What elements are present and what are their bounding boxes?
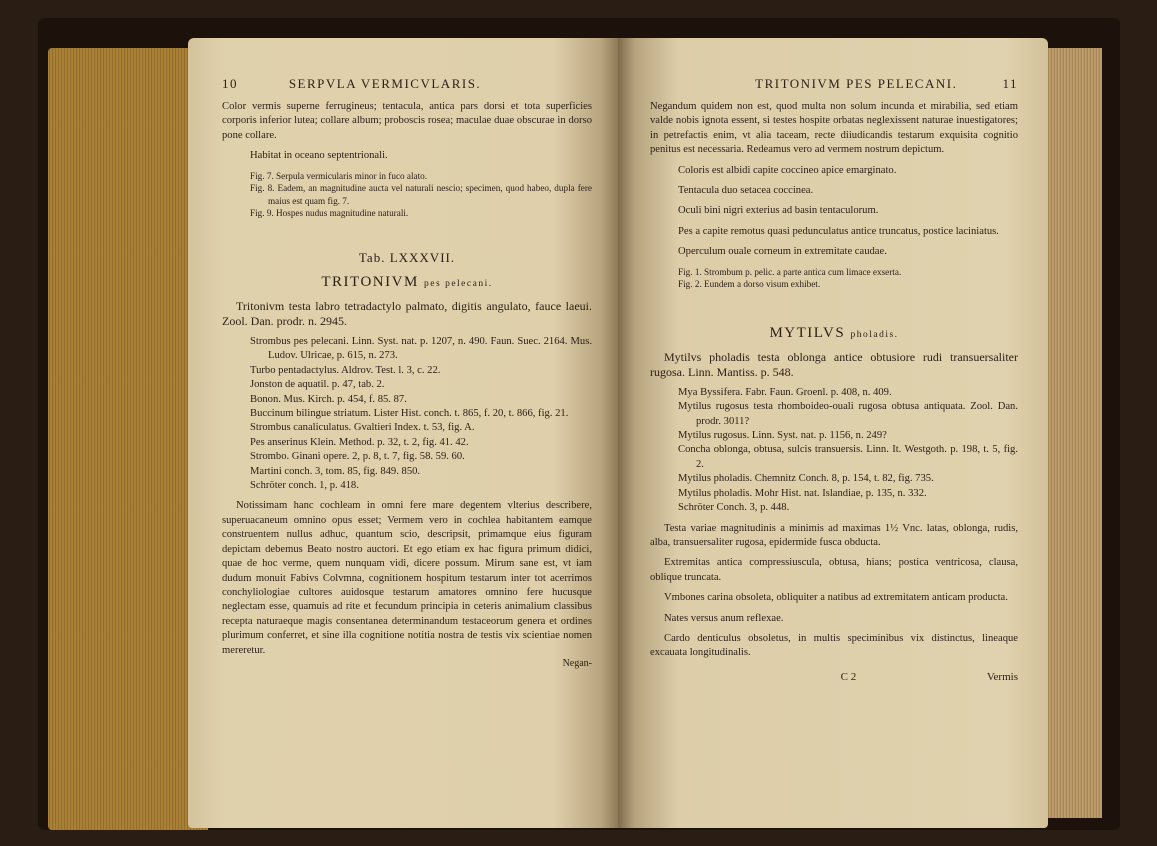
description-item: Operculum ouale corneum in extremitate caudae. [678, 246, 887, 258]
page-footer [650, 671, 1018, 683]
synonym-entry: Schröter conch. 1, p. 418. [250, 480, 359, 492]
paragraph: Notissimam hanc cochleam in omni fere mare degentem vlterius describere, superuacaneum omnino opus esset; Vermem vero in cochlea habitantem eamque construentem nullus adhuc, quantum scio, descripsit, primamque eius figuram depictam debemus Beato nostro auctori. Et ego etiam ex hac figura primum didici, quae de hoc verme, quem nunquam vidi, dicere possum. Mirum sane est, vt iam dudum monuit Fabivs Colvmna, cognitionem hospitum testarum inter tot acerrimos conchyliologiae cultores auidosque testarum amatores omnino fere hucusque neglectam esse, quamuis ad rite et fecundum principia in ceteris animalium classibus recepta naturaeque magis consentanea determinandum testaceorum genera et ordines plurimum conferret, et sine illa cognitione notitia nostra de testis vix scientiae nomen mereretur. [222, 500, 592, 656]
right-page [618, 38, 1048, 828]
description-item: Oculi bini nigri exterius ad basin tentaculorum. [678, 205, 879, 217]
synonym-entry: Mytilus rugosus testa rhomboideo-ouali rugosa obtusa antiquata. Zool. Dan. prodr. 3011? [678, 401, 1018, 427]
description-item: Extremitas antica compressiuscula, obtusa, hians; postica ventricosa, clausa, oblique truncata. [650, 557, 1018, 583]
figure-caption: Fig. 2. Eundem a dorso visum exhibet. [678, 279, 821, 290]
left-page [188, 38, 618, 828]
synonym-entry: Bonon. Mus. Kirch. p. 454, f. 85. 87. [250, 393, 407, 405]
synonym-entry: Strombus canaliculatus. Gvaltieri Index. t. 53, fig. A. [250, 422, 475, 434]
synonym-entry: Buccinum bilingue striatum. Lister Hist. conch. t. 865, f. 20, t. 866, fig. 21. [250, 408, 569, 420]
synonym-entry: Mya Byssifera. Fabr. Faun. Groenl. p. 408, n. 409. [678, 386, 892, 398]
synonym-entry: Schröter Conch. 3, p. 448. [678, 502, 790, 514]
synonym-entry: Strombus pes pelecani. Linn. Syst. nat. p. 1207, n. 490. Faun. Suec. 2164. Mus. Ludov. Ulricae, p. 615, n. 273. [250, 336, 592, 362]
synonym-entry: Jonston de aquatil. p. 47, tab. 2. [250, 379, 385, 391]
figure-caption: Fig. 9. Hospes nudus magnitudine naturali. [250, 208, 409, 219]
page-number: 10 [222, 76, 238, 91]
species-diagnosis: Tritonivm testa labro tetradactylo palmato, digitis angulato, fauce laeui. Zool. Dan. prodr. n. 2945. [222, 299, 592, 328]
figure-caption: Fig. 7. Serpula vermicularis minor in fuco alato. [250, 170, 428, 181]
signature-mark: C 2 [840, 670, 857, 683]
page-number: 11 [1002, 76, 1018, 91]
page-edges-left [48, 48, 208, 830]
description-item: Cardo denticulus obsoletus, in multis speciminibus vix distinctus, lineaque excauata longitudinalis. [650, 632, 1018, 659]
catchword: Vermis [986, 670, 1018, 683]
description-item: Vmbones carina obsoleta, obliquiter a natibus ad extremitatem anticam producta. [664, 592, 1008, 604]
synonym-entry: Mytilus pholadis. Chemnitz Conch. 8, p. 154, t. 82, fig. 735. [678, 473, 934, 485]
description-item: Nates versus anum reflexae. [664, 612, 784, 624]
synonym-entry: Pes anserinus Klein. Method. p. 32, t. 2, fig. 41. 42. [250, 436, 469, 448]
description-item: Testa variae magnitudinis a minimis ad maximas 1½ Vnc. latas, oblonga, rudis, alba, transuersaliter rugosa, epidermide fusca obducta. [650, 522, 1018, 548]
synonym-entry: Strombo. Ginani opere. 2, p. 8, t. 7, fig. 58. 59. 60. [250, 451, 465, 463]
habitat-line: Habitat in oceano septentrionali. [250, 150, 388, 162]
figure-caption: Fig. 1. Strombum p. pelic. a parte antica cum limace exserta. [678, 266, 902, 277]
species-diagnosis: Mytilvs pholadis testa oblonga antice obtusiore rudi transuersaliter rugosa. Linn. Mantiss. p. 548. [650, 349, 1018, 379]
description-item: Pes a capite remotus quasi pedunculatus antice truncatus, postice laciniatus. [678, 225, 999, 237]
synonym-entry: Martini conch. 3, tom. 85, fig. 849. 850. [250, 465, 421, 477]
description-item: Coloris est albidi capite coccineo apice emarginato. [678, 164, 897, 176]
synonym-entry: Concha oblonga, obtusa, sulcis transuersis. Linn. It. Westgoth. p. 198, t. 5, fig. 2. [678, 444, 1018, 470]
right-page-header [650, 76, 1018, 92]
genus-name: TRITONIVM [321, 274, 419, 290]
genus-heading [650, 325, 1018, 342]
catchword: Negan- [562, 657, 592, 669]
paragraph: Negandum quidem non est, quod multa non solum incunda et mirabilia, sed etiam valde nobis ignota essent, si testes hospite orbatas neglexissent naturae inuestigatores; in petrefactis enim, vt alia taceam, recte diiudicandis testarum exquisita cognitio penitus est necessaria. Redeamus vero ad vermem nostrum depictum. [650, 101, 1018, 156]
genus-name: MYTILVS [769, 324, 846, 341]
paragraph: Color vermis superne ferrugineus; tentacula, antica pars dorsi et tota superficies corporis inferior lutea; collare album; proboscis rosea; maculae duae obscurae in dorso pone collare. [222, 101, 592, 141]
left-page-header [222, 76, 592, 92]
description-item: Tentacula duo setacea coccinea. [678, 185, 814, 197]
species-name: pholadis. [850, 329, 899, 340]
book-spread [38, 18, 1120, 830]
running-title: SERPVLA VERMICVLARIS. [288, 76, 482, 91]
synonym-entry: Mytilus pholadis. Mohr Hist. nat. Islandiae, p. 135, n. 332. [678, 487, 927, 499]
synonym-entry: Turbo pentadactylus. Aldrov. Test. l. 3, c. 22. [250, 364, 441, 376]
species-name: pes pelecani. [424, 279, 493, 289]
page-edges-right [1042, 48, 1102, 818]
running-title: TRITONIVM PES PELECANI. [755, 76, 958, 91]
plate-heading: Tab. LXXXVII. [358, 250, 456, 265]
genus-heading [222, 274, 592, 291]
synonym-entry: Mytilus rugosus. Linn. Syst. nat. p. 1156, n. 249? [678, 430, 887, 442]
figure-caption: Fig. 8. Eadem, an magnitudine aucta vel naturali nescio; specimen, quod habeo, dupla fere maius est quam fig. 7. [250, 183, 592, 206]
